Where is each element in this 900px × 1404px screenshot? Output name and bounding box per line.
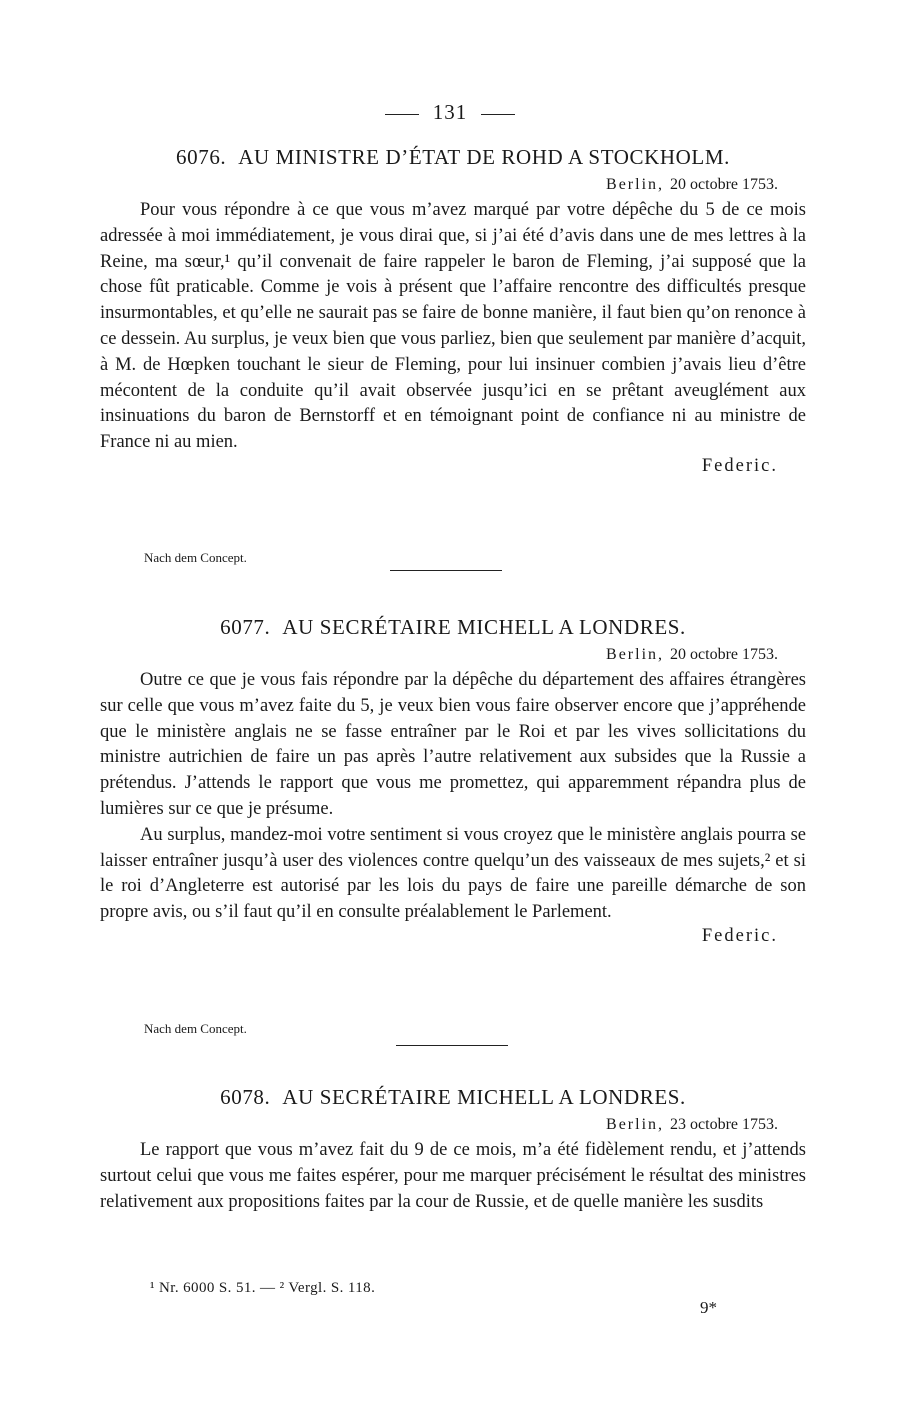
dateline-place: Berlin,	[606, 176, 665, 193]
letter-heading	[100, 1085, 806, 1110]
page-number-value: 131	[432, 100, 468, 124]
letter-heading	[100, 145, 806, 170]
paragraph: Au surplus, mandez-moi votre sentiment si vous croyez que le ministère anglais pourra se laisser entraîner jusqu’à user des violences contre quelqu’un des vaisseaux de mes sujets,² et si le roi d’Angleterre est autorisé par les lois du pays de faire une pareille démarche de son propre avis, ou s’il faut qu’il en consulte préalablement le Parlement.	[100, 824, 806, 923]
dateline-place: Berlin,	[606, 1116, 665, 1133]
letter-number: 6078.	[220, 1085, 271, 1109]
letter-title: AU SECRÉTAIRE MICHELL A LONDRES.	[282, 1085, 686, 1109]
letter-body	[100, 668, 806, 926]
dateline-place: Berlin,	[606, 646, 665, 663]
source-note: Nach dem Concept.	[144, 1021, 247, 1036]
source-note: Nach dem Concept.	[144, 550, 247, 565]
page-number-dash-right	[481, 114, 515, 115]
letter-body	[100, 1138, 806, 1215]
dateline	[100, 1116, 806, 1134]
section-divider	[390, 570, 502, 571]
dateline-date: 20 octobre 1753.	[670, 646, 778, 663]
letter-heading	[100, 615, 806, 640]
letter-title: AU MINISTRE D’ÉTAT DE ROHD A STOCKHOLM.	[238, 145, 730, 169]
page-number-dash-left	[385, 114, 419, 115]
letter-6077	[100, 615, 806, 1036]
dateline	[100, 646, 806, 664]
paragraph: Outre ce que je vous fais répondre par la dépêche du département des affaires étrangères sur celle que vous m’avez faite du 5, je veux bien vous faire observer encore que j’appréhende que le ministère anglais ne se fasse entraîner par le Roi et par les vives sollicitations du ministre autrichien de faire un pas après l’autre relativement aux subsides que la Russie a prétendus. J’attends le rapport que vous me promettez, qui apparemment répandra plus de lumières sur ce que je présume.	[100, 670, 806, 819]
dateline-date: 23 octobre 1753.	[670, 1116, 778, 1133]
signature: Federic.	[701, 455, 778, 476]
letter-6078	[100, 1085, 806, 1215]
page-number	[0, 100, 900, 125]
letter-body	[100, 198, 806, 456]
letter-6076	[100, 145, 806, 565]
letter-title: AU SECRÉTAIRE MICHELL A LONDRES.	[282, 615, 686, 639]
dateline-date: 20 octobre 1753.	[670, 176, 778, 193]
dateline	[100, 176, 806, 194]
signature-row	[100, 456, 806, 482]
signature: Federic.	[701, 925, 778, 946]
paragraph: Le rapport que vous m’avez fait du 9 de ce mois, m’a été fidèlement rendu, et j’attends surtout celui que vous me faites espérer, pour me marquer précisément le résultat des ministres relativement aux propositions faites par la cour de Russie, et de quelle manière les susdits	[100, 1140, 806, 1212]
letter-number: 6077.	[220, 615, 271, 639]
section-divider	[396, 1045, 508, 1046]
letter-number: 6076.	[176, 145, 227, 169]
signature-row	[100, 926, 806, 952]
sheet-signature: 9*	[700, 1298, 717, 1317]
footnotes: ¹ Nr. 6000 S. 51. — ² Vergl. S. 118.	[150, 1280, 376, 1296]
paragraph: Pour vous répondre à ce que vous m’avez marqué par votre dépêche du 5 de ce mois adressée à moi immédiatement, je vous dirai que, si j’ai été d’avis dans une de mes lettres à la Reine, ma sœur,¹ qu’il convenait de faire rappeler le baron de Fleming, j’ai supposé que la chose fût praticable. Comme je vois à présent que l’affaire rencontre des difficultés presque insurmontables, et qu’elle ne saurait pas se faire de bonne manière, il faut bien qu’on renonce à ce dessein. Au surplus, je veux bien que vous parliez, bien que seulement par manière d’acquit, à M. de Hœpken touchant le sieur de Fleming, pour lui insinuer combien j’avais lieu d’être mécontent de la conduite qu’il avait observée jusqu’ici en se prêtant aveuglément aux insinuations du baron de Bernstorff et en témoignant point de confiance ni au ministre de France ni au mien.	[100, 200, 806, 453]
